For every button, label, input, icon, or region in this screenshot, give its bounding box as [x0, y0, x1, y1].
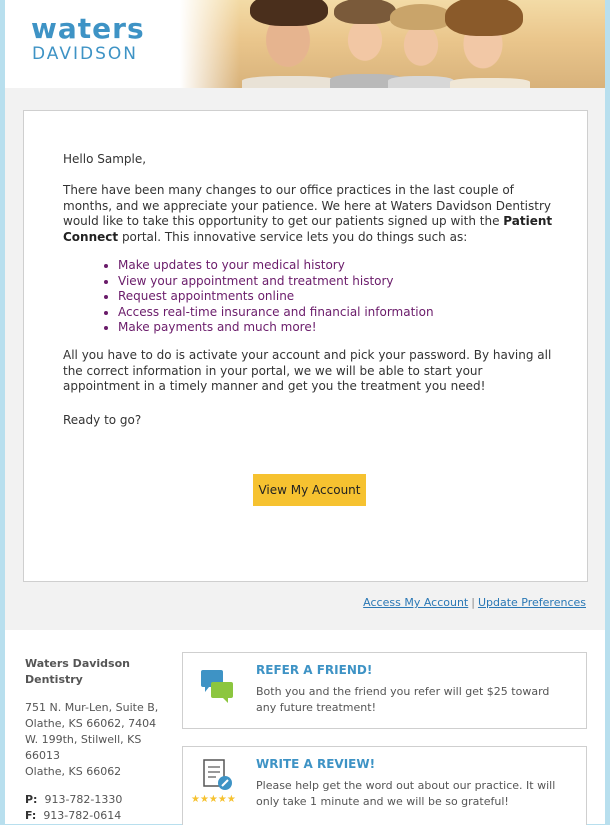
logo-davidson: DAVIDSON — [32, 44, 138, 64]
list-item: • Access real-time insurance and financial information — [118, 305, 434, 321]
update-preferences-link[interactable]: Update Preferences — [477, 596, 586, 609]
greeting-text: Hello Sample, — [63, 152, 147, 166]
intro-text-2: portal. This innovative service lets you do things such as: — [118, 229, 468, 244]
intro-paragraph — [63, 183, 553, 245]
practice-address: 751 N. Mur-Len, Suite B, Olathe, KS 66062, 7404 W. 199th, Stilwell, KS 66013 — [25, 701, 159, 762]
list-item: • Make updates to your medical history — [118, 258, 434, 274]
fax-number: 913-782-0614 — [43, 809, 122, 822]
refer-title: REFER A FRIEND! — [256, 663, 373, 677]
patient-connect-label: Patient Connect — [63, 214, 553, 244]
email-header — [5, 0, 605, 88]
message-card — [23, 110, 588, 582]
email-footer — [5, 630, 605, 824]
refer-text: Both you and the friend you refer will get $25 toward any future treatment! — [256, 685, 550, 714]
practice-address-2: Olathe, KS 66062 — [25, 765, 122, 778]
view-account-button[interactable]: View My Account — [253, 474, 366, 506]
fax-label: F: — [25, 809, 37, 822]
review-text: Please help get the word out about our practice. It will only take 1 minute and we will be so grateful! — [256, 779, 556, 808]
phone-label: P: — [25, 793, 38, 806]
phone-line — [25, 792, 160, 808]
fax-line — [25, 808, 160, 824]
list-item: • View your appointment and treatment history — [118, 274, 434, 290]
activation-paragraph: All you have to do is activate your account and pick your password. By having all the correct information in your portal, we we will be able to start your appointment in a timely manner and get you the treatment you need! — [63, 348, 552, 393]
email-frame — [5, 0, 605, 824]
review-title: WRITE A REVIEW! — [256, 757, 376, 771]
access-account-link[interactable]: Access My Account — [363, 596, 469, 609]
practice-name: Waters Davidson Dentistry — [25, 657, 130, 686]
practice-address-block — [25, 656, 160, 824]
logo-waters: waters — [31, 12, 145, 45]
feature-list — [102, 258, 434, 336]
ready-text: Ready to go? — [63, 413, 142, 427]
list-item: • Make payments and much more! — [118, 320, 434, 336]
refer-friend-box[interactable] — [182, 652, 587, 729]
family-photo — [180, 0, 605, 88]
chat-bubbles-icon — [197, 668, 237, 708]
phone-number[interactable]: 913-782-1330 — [44, 793, 123, 806]
list-item: • Request appointments online — [118, 289, 434, 305]
star-rating: ★★★★★ — [191, 794, 236, 805]
write-review-box[interactable] — [182, 746, 587, 825]
footer-links — [363, 596, 586, 609]
link-separator: | — [471, 596, 475, 609]
intro-text-1: There have been many changes to our office practices in the last couple of months, and we appreciate your patience. We here at Waters Davidson Dentistry would like to take this opportunity to get our patients signed up with the — [63, 183, 552, 228]
